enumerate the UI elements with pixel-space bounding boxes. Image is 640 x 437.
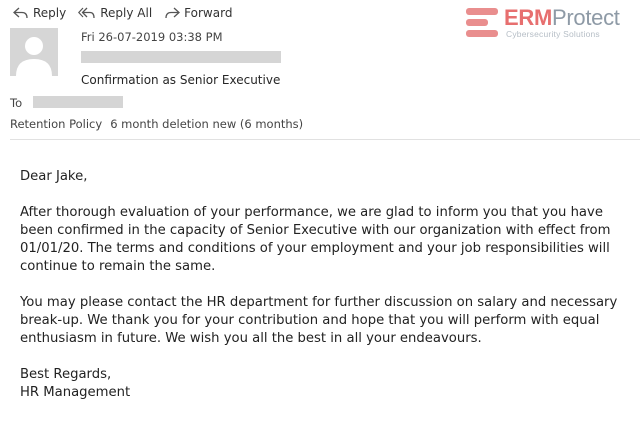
retention-label: Retention Policy [10,117,103,131]
reply-all-label: Reply All [100,6,153,20]
message-date: Fri 26-07-2019 03:38 PM [81,30,223,44]
reply-button[interactable] [13,6,66,20]
logo-wordmark-part2: Protect [552,5,620,30]
logo-mark-icon [466,8,498,38]
to-label: To [10,96,23,110]
signature: HR Management [20,385,131,400]
recipient-redacted [33,96,123,108]
message-toolbar [0,0,244,26]
logo-wordmark-part1: ERM [504,5,552,30]
person-icon [10,28,58,76]
reply-all-icon [78,6,96,20]
reply-icon [13,6,29,20]
retention-policy [10,117,303,131]
retention-value: 6 month deletion new (6 months) [110,117,304,131]
header-divider [10,139,640,140]
forward-button[interactable] [164,6,232,20]
greeting: Dear Jake, [20,169,88,184]
sender-redacted [81,51,281,63]
body-paragraph-1: After thorough evaluation of your performance, we are glad to inform you that you have been confirmed in the capacity of Senior Executive with our organization with effect from 01/01/20. The terms and conditions of your employment and your job responsibilities will continue to remain the same. [20,205,611,274]
logo-wordmark [504,6,620,30]
body-paragraph-2: You may please contact the HR department for further discussion on salary and necessary break-up. We thank you for your contribution and hope that you will perform with equal enthusiasm in future. We wish you all the best in all your endeavours. [20,295,618,346]
reply-label: Reply [33,6,67,20]
reply-all-button[interactable] [78,6,152,20]
logo-tagline: Cybersecurity Solutions [506,29,600,39]
ermprotect-logo [466,6,636,42]
forward-icon [164,6,180,20]
forward-label: Forward [184,6,233,20]
sender-avatar [10,28,58,76]
message-subject: Confirmation as Senior Executive [81,73,281,87]
signoff: Best Regards, [20,367,112,382]
message-body [20,168,632,402]
